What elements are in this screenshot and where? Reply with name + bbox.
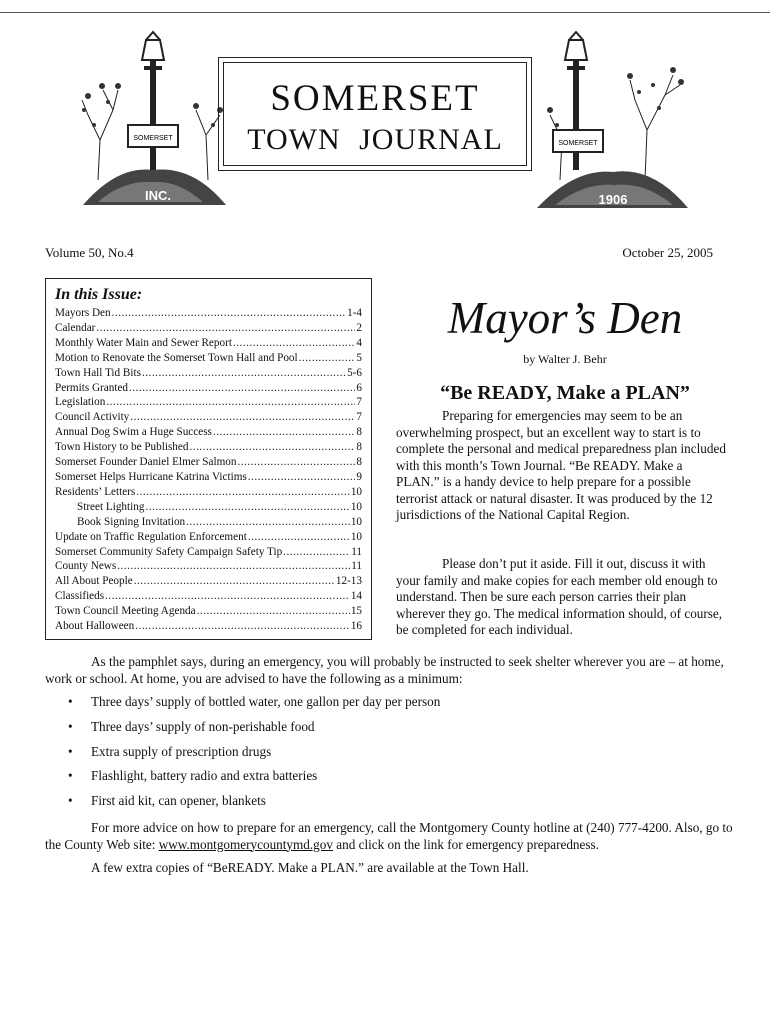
bullet-icon: •	[68, 743, 73, 759]
toc-item	[55, 515, 362, 530]
article-paragraph-2	[396, 556, 726, 639]
body-paragraph-2-after: and click on the link for emergency preparedness.	[332, 836, 599, 852]
toc-item-label: County News	[55, 560, 117, 573]
body-paragraph-2-before: For more advice on how to prepare for an emergency, call the Montgomery County hotline at (240) 777-4200. Also, go to the County Web site:	[45, 820, 733, 852]
toc-item-label: All About People	[55, 575, 133, 588]
top-rule	[0, 12, 770, 13]
toc-item	[55, 306, 362, 321]
toc-leader-dots	[136, 485, 350, 500]
toc-item-label: Residents’ Letters	[55, 485, 136, 498]
lamppost-sign-illustration-left	[78, 30, 228, 220]
body-paragraph-1-text: As the pamphlet says, during an emergency, you will probably be instructed to seek shelter wherever you are – at home, work or school. At home, you are advised to have the following as a minimum:	[45, 654, 724, 686]
toc-item-page: 1-4	[347, 307, 362, 319]
byline: by Walter J. Behr	[523, 352, 607, 366]
lamppost-sign-illustration-right	[535, 30, 690, 220]
toc-item-label: Somerset Community Safety Campaign Safety Tip	[55, 545, 283, 558]
toc-item-page: 15	[350, 605, 362, 618]
body-paragraph-2-text	[45, 820, 735, 853]
toc-item-label: Annual Dog Swim a Huge Success	[55, 426, 212, 439]
body-paragraph-1	[45, 654, 735, 687]
toc-item	[55, 425, 362, 440]
bullet-icon: •	[68, 768, 73, 784]
toc-item-label: Motion to Renovate the Somerset Town Hall and Pool	[55, 351, 298, 364]
toc-item	[55, 351, 362, 366]
list-item-text: Three days’ supply of bottled water, one gallon per day per person	[91, 694, 441, 709]
masthead-title-box	[218, 57, 532, 171]
article-paragraph-1	[396, 408, 726, 524]
toc-item	[55, 440, 362, 455]
toc-item-page: 6	[356, 381, 362, 394]
bullet-icon: •	[68, 718, 73, 734]
toc-item	[55, 619, 362, 634]
toc-leader-dots	[117, 559, 350, 574]
toc-item-label: Monthly Water Main and Sewer Report	[55, 336, 232, 349]
toc-item	[55, 589, 362, 604]
toc-item-page: 16	[350, 620, 362, 633]
toc-item-label: Town Hall Tid Bits	[55, 366, 141, 379]
toc-item	[55, 545, 362, 560]
toc-item-page: 12-13	[335, 575, 362, 588]
toc-leader-dots	[248, 470, 356, 485]
toc-item	[55, 470, 362, 485]
toc-item	[55, 604, 362, 619]
toc-item-label: About Halloween	[55, 620, 135, 633]
in-this-issue-title: In this Issue:	[55, 286, 143, 303]
toc-leader-dots	[197, 604, 350, 619]
county-website-link[interactable]: www.montgomerycountymd.gov	[158, 836, 333, 852]
body-paragraph-3-text: A few extra copies of “BeREADY. Make a PLAN.” are available at the Town Hall.	[91, 860, 529, 875]
toc-item-page: 9	[356, 470, 362, 483]
toc-leader-dots	[96, 321, 355, 336]
toc-item-page: 7	[356, 396, 362, 409]
toc-leader-dots	[237, 455, 355, 470]
toc-leader-dots	[129, 381, 355, 396]
toc-item	[55, 381, 362, 396]
masthead-somerset: SOMERSET	[270, 78, 480, 119]
article-paragraph-2-text: Please don’t put it aside. Fill it out, discuss it with your family and make copies for each member old enough to understand. Then be sure each person carries their plan wherever they go. The medical information should, of course, be completed for each individual.	[396, 556, 723, 637]
toc-leader-dots	[233, 336, 355, 351]
toc-leader-dots	[213, 425, 355, 440]
toc-item-page: 10	[350, 515, 362, 528]
toc-leader-dots	[135, 619, 350, 634]
list-item-text: Flashlight, battery radio and extra batteries	[91, 768, 318, 784]
toc-item	[55, 485, 362, 500]
body-paragraph-2	[45, 820, 735, 853]
list-item-text: Three days’ supply of non-perishable food	[91, 718, 315, 734]
toc-item-label: Update on Traffic Regulation Enforcement	[55, 530, 247, 543]
toc-item-label: Book Signing Invitation	[77, 515, 186, 528]
toc-item	[55, 366, 362, 381]
toc-item	[55, 500, 362, 515]
article-paragraph-1-text: Preparing for emergencies may seem to be an overwhelming prospect, but an excellent way to start is to complete the personal and medical preparedness plan included with this month’s Town Journal. “Be READY. Make a PLAN.” is a handy device to help prepare for a possible terrorist attack or natural disaster. It was produced by the 12 jurisdictions of the National Capital Region.	[396, 408, 726, 522]
toc-leader-dots	[189, 440, 355, 455]
toc-item	[55, 574, 362, 589]
toc-item-page: 10	[350, 485, 362, 498]
article-title: “Be READY, Make a PLAN”	[440, 382, 690, 404]
toc-item-page: 4	[356, 336, 362, 349]
toc-leader-dots	[130, 410, 355, 425]
toc-item	[55, 321, 362, 336]
issue-date: October 25, 2005	[622, 245, 713, 260]
supply-list	[68, 694, 440, 818]
toc-item-page: 11	[351, 545, 362, 558]
toc-item-label: Somerset Helps Hurricane Katrina Victims	[55, 470, 247, 483]
toc-item	[55, 559, 362, 574]
toc-item-label: Somerset Founder Daniel Elmer Salmon	[55, 456, 237, 469]
toc-leader-dots	[299, 351, 356, 366]
toc-item-page: 10	[350, 500, 362, 513]
toc-leader-dots	[134, 574, 335, 589]
toc-item	[55, 336, 362, 351]
toc-leader-dots	[106, 395, 355, 410]
list-item	[68, 719, 440, 744]
volume-number: Volume 50, No.4	[45, 245, 134, 260]
toc-item-label: Mayors Den	[55, 307, 111, 319]
masthead-town-journal: TOWN JOURNAL	[247, 123, 503, 156]
toc-item	[55, 455, 362, 470]
toc-leader-dots	[105, 589, 350, 604]
toc-item-label: Council Activity	[55, 411, 130, 424]
table-of-contents	[55, 306, 362, 634]
toc-item-page: 8	[356, 426, 362, 439]
list-item	[68, 744, 440, 769]
toc-item-label: Permits Granted	[55, 381, 129, 394]
toc-leader-dots	[142, 366, 346, 381]
toc-item-page: 10	[350, 530, 362, 543]
list-item-text: First aid kit, can opener, blankets	[91, 793, 266, 809]
body-paragraph-3	[45, 860, 735, 877]
toc-item-label: Calendar	[55, 321, 96, 334]
list-item	[68, 768, 440, 793]
toc-leader-dots	[112, 306, 346, 321]
toc-item-label: Classifieds	[55, 590, 105, 603]
mayors-den-title: Mayor’s Den	[447, 293, 683, 343]
toc-item-page: 14	[350, 590, 362, 603]
toc-leader-dots	[145, 500, 349, 515]
toc-item-page: 8	[356, 456, 362, 469]
list-item	[68, 793, 440, 818]
toc-item-page: 5	[356, 351, 362, 364]
toc-item-page: 8	[356, 441, 362, 454]
toc-item	[55, 410, 362, 425]
inc-label: INC.	[145, 188, 171, 203]
toc-item	[55, 530, 362, 545]
list-item	[68, 694, 440, 719]
bullet-icon: •	[68, 793, 73, 809]
list-item-text: Extra supply of prescription drugs	[91, 743, 272, 759]
toc-item-label: Legislation	[55, 396, 106, 409]
toc-item-label: Street Lighting	[77, 500, 145, 513]
bullet-icon: •	[68, 694, 73, 709]
masthead-inner-frame	[223, 62, 527, 166]
year-label: 1906	[598, 192, 628, 207]
toc-item	[55, 395, 362, 410]
toc-item-label: Town History to be Published	[55, 441, 189, 454]
toc-item-page: 11	[351, 560, 362, 573]
sign-text-right: SOMERSET	[558, 140, 598, 147]
toc-item-page: 5-6	[347, 366, 362, 379]
toc-leader-dots	[283, 545, 350, 560]
toc-item-page: 2	[356, 321, 362, 334]
toc-leader-dots	[248, 530, 350, 545]
toc-leader-dots	[186, 515, 350, 530]
sign-text-left: SOMERSET	[133, 135, 173, 142]
in-this-issue-box	[45, 278, 372, 640]
toc-item-page: 7	[356, 411, 362, 424]
toc-item-label: Town Council Meeting Agenda	[55, 605, 196, 618]
